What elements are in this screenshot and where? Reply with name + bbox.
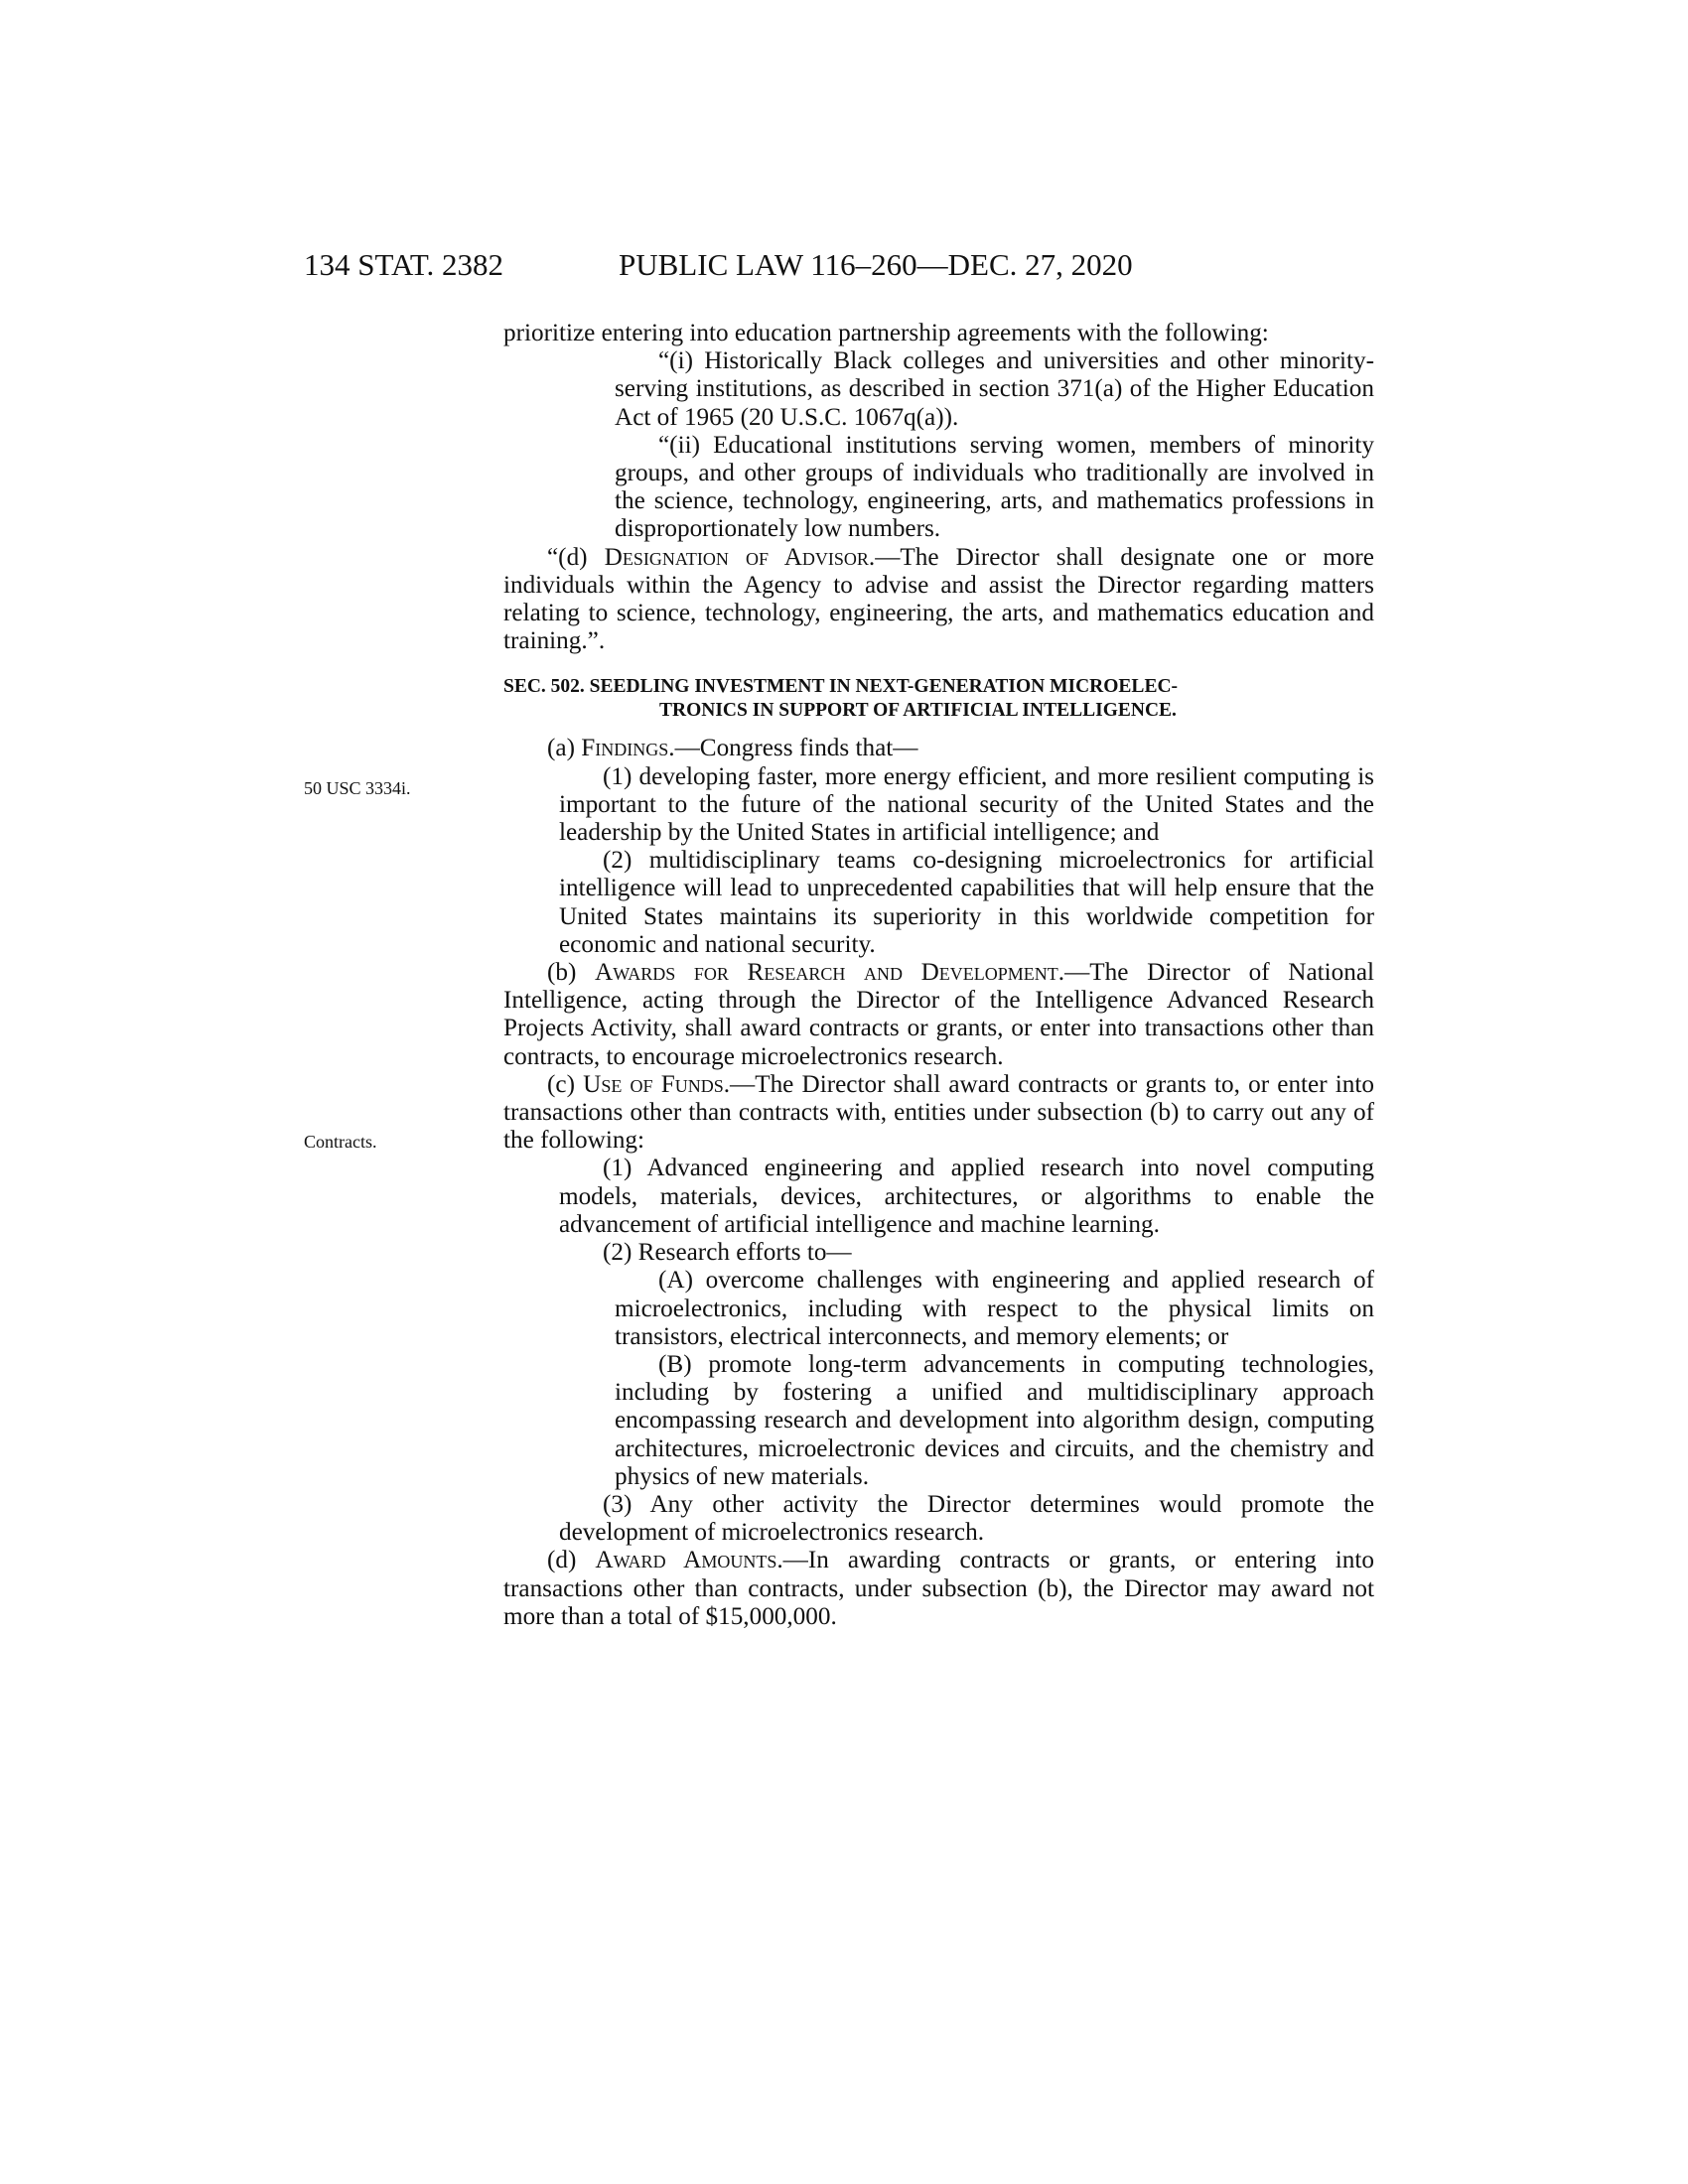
subsection-d-text: .—The Director shall designate one or more individuals within the Agency to advise and assist the Director regarding matters relating to science, technology, engineering, the arts, and mathematics education and training.”. bbox=[503, 543, 1374, 655]
clause-i: “(i) Historically Black colleges and universities and other minority-serving institutions, as described in section 371(a) of the Higher Education Act of 1965 (20 U.S.C. 1067q(a)). bbox=[615, 347, 1374, 431]
subsection-d-award-amounts bbox=[503, 1547, 1374, 1631]
paragraph-a2: (2) multidisciplinary teams co-designing microelectronics for artificial intelligence will lead to unprecedented capabilities that will help ensure that the United States maintains its superiority in this worldwide competition for economic and national security. bbox=[559, 847, 1374, 958]
paragraph-c1: (1) Advanced engineering and applied research into novel computing models, materials, devices, architectures, or algorithms to enable the advancement of artificial intelligence and machine learning. bbox=[559, 1155, 1374, 1238]
subsection-d2-heading: Award Amounts bbox=[595, 1547, 777, 1574]
section-heading-line1: SEC. 502. SEEDLING INVESTMENT IN NEXT-GENERATION MICROELEC- bbox=[503, 676, 1179, 698]
subsection-a-prefix: (a) bbox=[547, 735, 582, 762]
subsection-c-heading: Use of Funds bbox=[583, 1070, 724, 1098]
document-body bbox=[503, 320, 1374, 1631]
subsection-b-prefix: (b) bbox=[547, 959, 596, 987]
subsection-b-awards bbox=[503, 959, 1374, 1071]
statute-page-number: 134 STAT. 2382 bbox=[304, 247, 504, 282]
subparagraph-c2A: (A) overcome challenges with engineering and applied research of microelectronics, including with respect to the physical limits on transistors, electrical interconnects, and memory elements; or bbox=[615, 1267, 1374, 1350]
paragraph-c2: (2) Research efforts to— bbox=[603, 1239, 852, 1267]
subsection-a-text: .—Congress finds that— bbox=[668, 735, 918, 762]
subsection-a-heading: Findings bbox=[581, 735, 669, 762]
section-heading bbox=[503, 675, 1374, 723]
running-header-title: PUBLIC LAW 116–260—DEC. 27, 2020 bbox=[619, 247, 1133, 282]
paragraph-a1: (1) developing faster, more energy efficient, and more resilient computing is important to the future of the national security of the United States and the leadership by the United States in artificial intelligence; and bbox=[559, 762, 1374, 847]
subsection-b-text: .—The Director of National Intelligence, acting through the Director of the Intelligence Advanced Research Projects Activity, shall award contracts or grants, or enter into transactions other than contracts, to encourage microelectronics research. bbox=[503, 959, 1374, 1070]
paragraph-c3: (3) Any other activity the Director determines would promote the development of microelectronics research. bbox=[559, 1490, 1374, 1547]
continuation-intro: prioritize entering into education partnership agreements with the following: bbox=[503, 320, 1269, 346]
clause-ii: “(ii) Educational institutions serving women, members of minority groups, and other groups of individuals who traditionally are involved in the science, technology, engineering, arts, and mathematics professions in disproportionately low numbers. bbox=[615, 431, 1374, 543]
margin-note-contracts: Contracts. bbox=[304, 1132, 377, 1152]
margin-note-usc: 50 USC 3334i. bbox=[304, 778, 411, 798]
subsection-d2-text: .—In awarding contracts or grants, or entering into transactions other than contracts, under subsection (b), the Director may award not more than a total of $15,000,000. bbox=[503, 1547, 1374, 1630]
subsection-a-findings bbox=[503, 735, 1374, 762]
subsection-d-prefix: “(d) bbox=[547, 543, 605, 571]
subsection-c-prefix: (c) bbox=[547, 1070, 584, 1098]
subsection-d2-prefix: (d) bbox=[547, 1547, 596, 1574]
subsection-c-text: .—The Director shall award contracts or grants to, or enter into transactions other than contracts with, entities under subsection (b) to carry out any of the following: bbox=[503, 1070, 1374, 1155]
subparagraph-c2B: (B) promote long-term advancements in computing technologies, including by fostering a unified and multidisciplinary approach encompassing research and development into algorithm design, computing architectures, microelectronic devices and circuits, and the chemistry and physics of new materials. bbox=[615, 1350, 1374, 1490]
subsection-d-advisor bbox=[503, 544, 1374, 656]
section-heading-line2: TRONICS IN SUPPORT OF ARTIFICIAL INTELLIGENCE. bbox=[659, 700, 1177, 722]
subsection-d-heading: Designation of Advisor bbox=[604, 543, 869, 571]
subsection-c-use-of-funds bbox=[503, 1071, 1374, 1156]
subsection-b-heading: Awards for Research and Development bbox=[595, 959, 1058, 987]
